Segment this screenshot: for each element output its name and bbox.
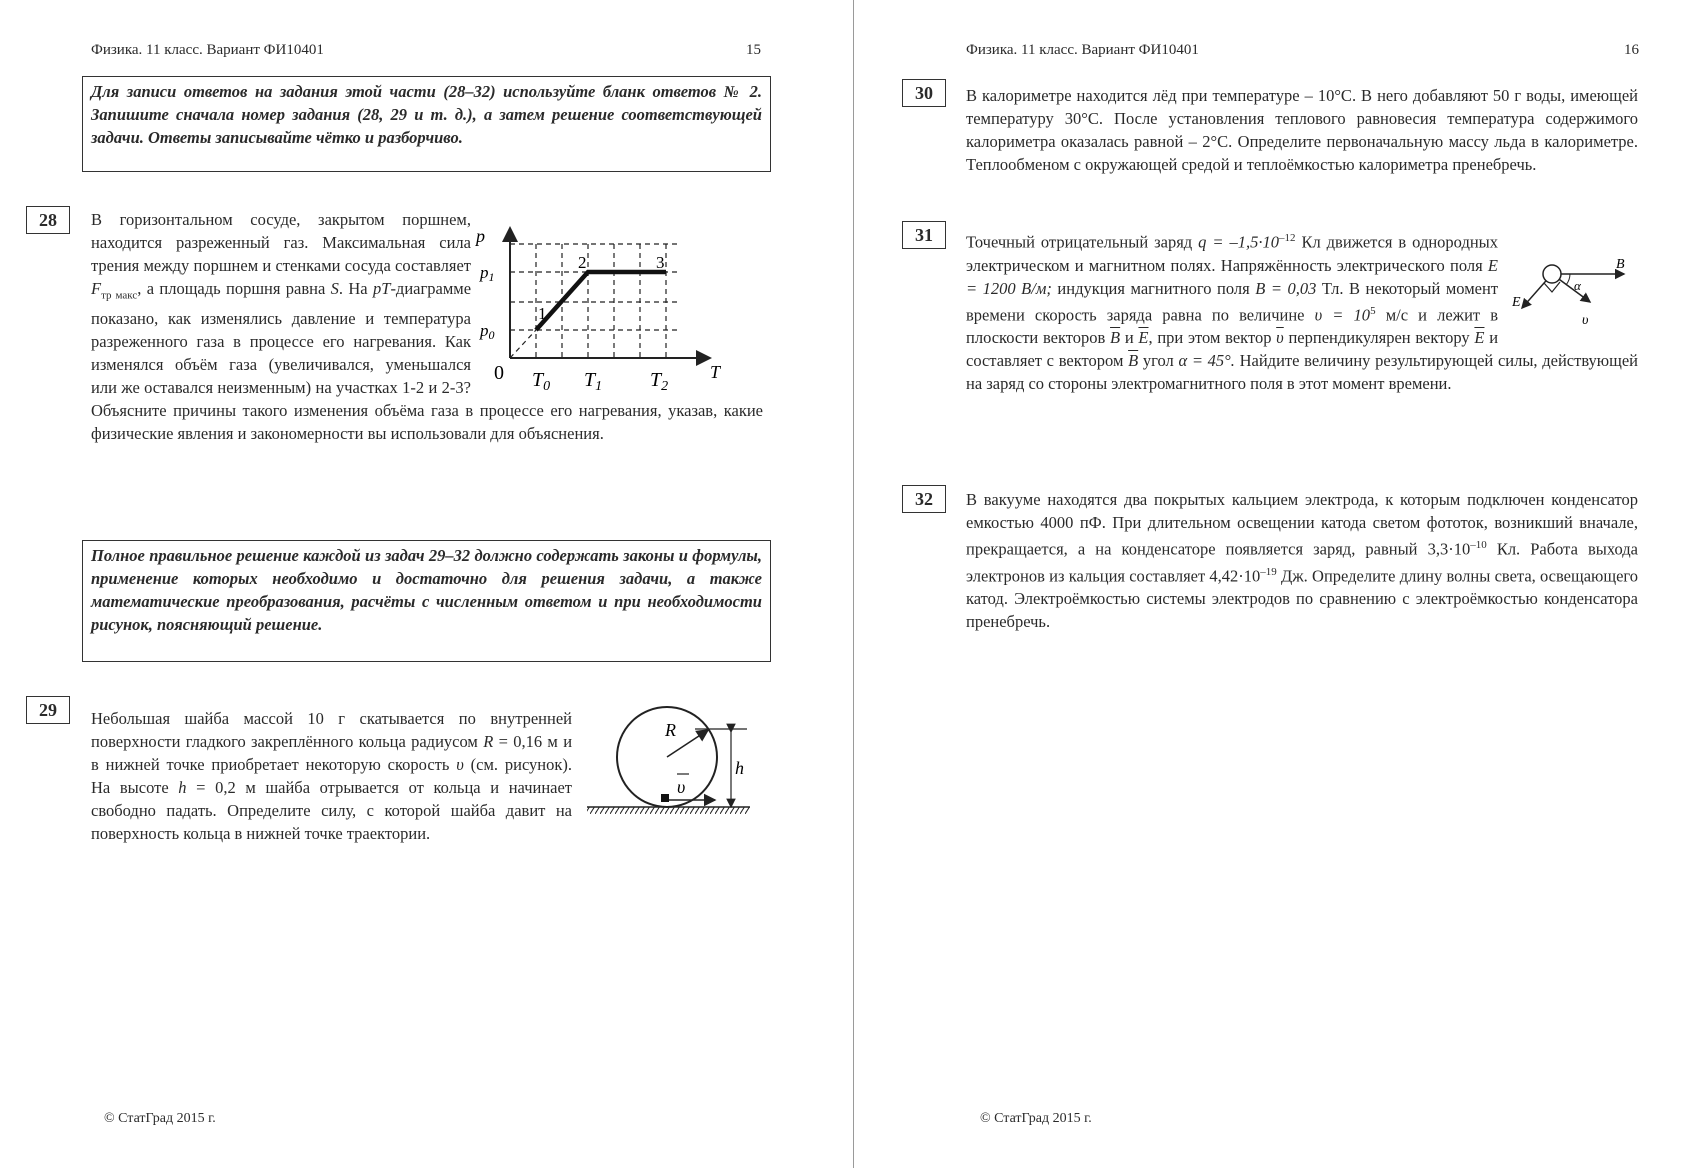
charge-value: q = –1,5·10: [1198, 232, 1279, 252]
task-31-t8: угол: [1142, 351, 1174, 370]
ring-r-label: R: [665, 720, 676, 740]
right-page-footer: © СтатГрад 2015 г.: [980, 1111, 1092, 1126]
fig-alpha-label: α: [1574, 278, 1581, 293]
task-31-t2: индукция магнитного поля: [1057, 278, 1250, 298]
p0-label: p0: [480, 321, 495, 342]
ring-h-label: h: [735, 758, 744, 778]
p-axis-label: p: [476, 226, 485, 246]
pt-diagram: [470, 222, 732, 394]
task-29-text-c: (см. рисунок). На высоте: [91, 755, 573, 797]
speed-value: υ = 10: [1314, 305, 1371, 324]
vector-v: $\overline{\upsilon}$: [1276, 328, 1284, 347]
instruction-answers-text: Для записи ответов на задания этой части (28–32) используйте бланк ответов № 2. Запишите сначала номер задания (28, 29 и т. д.), а затем решение соответствующей задачи. Ответы записывайте чётко и разборчиво.: [91, 82, 762, 147]
floor-hatch: [587, 807, 750, 814]
task-30-number: 30: [902, 79, 946, 107]
task-28-text-d: -диаграмме показано, как изменялись давление и температура разреженного газа в процессе его нагревания. Как изменялся объём газа (увеличивался, уменьшался или же оставался неизменным) на участках 1-2 и 2-3? Объясните причины такого изменения объёма газа в процессе его нагревания, указав, какие физические явления и закономерности вы использовали для объяснения.: [91, 279, 763, 444]
task-31-t7: и составляет с вектором: [966, 328, 1499, 370]
puck: [661, 794, 669, 802]
height-symbol: h: [178, 778, 187, 797]
right-page-header: Физика. 11 класс. Вариант ФИ10401: [966, 42, 1199, 58]
task-31-t1: Точечный отрицательный заряд: [966, 232, 1193, 252]
task-28-text-c: . На: [338, 279, 368, 298]
origin-label: 0: [494, 362, 504, 384]
grid-lines: [510, 244, 680, 358]
task-31-q-unit: Кл движется в однородных электрическом и магнитном полях. Напряжённость электрического поля: [966, 232, 1499, 275]
task-29-text-a: Небольшая шайба массой 10 г скатывается по внутренней поверхности гладкого закреплённого кольца радиусом: [91, 709, 572, 751]
t0-label: $T_0$: [532, 369, 551, 394]
task-31-t5: , при этом вектор: [1148, 328, 1272, 347]
task-32-t2: Кл. Работа выхода электронов из кальция составляет 4,42·10: [966, 539, 1638, 585]
and-word: и: [1124, 328, 1134, 347]
task-32-t1: В вакууме находятся два покрытых кальцием электрода, к которым подключен конденсатор емкостью 4000 пФ. При длительном освещении катода светом фототок, возникший вначале, прекращается, а на конденсаторе появляется заряд, равный 3,3·10: [966, 490, 1638, 559]
t-axis-label: T: [710, 362, 721, 382]
work-exponent: –19: [1260, 565, 1277, 578]
task-28-text-a: В горизонтальном сосуде, закрытом поршнем, находится разреженный газ. Максимальная сила трения между поршнем и стенками сосуда составляет: [91, 210, 471, 275]
task-29-number: 29: [26, 696, 70, 724]
left-page-footer: © СтатГрад 2015 г.: [104, 1111, 216, 1126]
point-3-label: 3: [656, 253, 665, 272]
task-32-t3: Дж. Определите длину волны света, освещающего катод. Электроёмкостью системы электродов по сравнению с электроёмкостью конденсатора пренебречь.: [966, 566, 1638, 631]
task-29-text: [91, 707, 572, 845]
task-30-text: В калориметре находится лёд при температуре – 10°С. В него добавляют 50 г воды, имеющей температуру 30°С. После установления теплового равновесия температура содержимого калориметра оказалась равной – 2°С. Определите первоначальную массу льда в калориметре. Теплообменом с окружающей средой и теплоёмкостью калориметра пренебречь.: [966, 86, 1638, 174]
left-page-header: Физика. 11 класс. Вариант ФИ10401: [91, 42, 324, 58]
charge-vectors-figure: [1512, 248, 1632, 328]
ring-figure: [585, 702, 755, 822]
pt-symbol: pT: [373, 279, 391, 298]
angle-value: α = 45°.: [1178, 351, 1235, 370]
left-page-number: 15: [746, 42, 761, 58]
force-symbol: F: [91, 279, 102, 298]
charge-circle: [1543, 265, 1561, 283]
task-28-number: 28: [26, 206, 70, 234]
vector-b-2: $\overline{B}$: [1128, 351, 1139, 370]
radius-symbol: R: [483, 732, 494, 751]
charge-exponent: –12: [1278, 232, 1296, 244]
area-symbol: S: [330, 279, 339, 298]
process-line: [536, 272, 666, 330]
instruction-box-solution: [82, 540, 771, 662]
fig-b-label: B: [1616, 257, 1625, 272]
ring-v-label: υ: [677, 777, 686, 797]
task-32-number: 32: [902, 485, 946, 513]
right-page-number: 16: [1624, 42, 1639, 58]
task-31-t6: перпендикулярен вектору: [1288, 328, 1470, 347]
instruction-box-answers: [82, 76, 771, 172]
p1-label: p1: [480, 263, 495, 284]
charge-exponent-32: –10: [1470, 539, 1487, 551]
force-subscript: тр макс: [101, 289, 138, 302]
point-2-label: 2: [578, 253, 587, 272]
right-page: [854, 0, 1706, 1168]
task-28-text-b: , а площадь поршня равна: [137, 279, 326, 298]
vector-e-2: $\overline{E}$: [1474, 328, 1485, 347]
t2-label: $T_2$: [650, 369, 669, 394]
vector-b: $\overline{B}$: [1110, 328, 1121, 347]
task-31-t9: Найдите величину результирующей силы, действующей на заряд со стороны электромагнитного поля в этот момент времени.: [966, 351, 1638, 393]
vector-e: $\overline{E}$: [1138, 328, 1149, 347]
task-31-number: 31: [902, 221, 946, 249]
task-31-t3: Тл. В некоторый момент времени скорость заряда равна по величине: [966, 278, 1499, 324]
fig-e-label: E: [1512, 295, 1521, 310]
b-field-value: B = 0,03: [1255, 278, 1317, 298]
t1-label: $T_1$: [584, 369, 603, 394]
instruction-solution-text: Полное правильное решение каждой из задач 29–32 должно содержать законы и формулы, применение которых необходимо и достаточно для решения задачи, а также математические преобразования, расчёты с численным ответом и при необходимости рисунок, поясняющий решение.: [91, 546, 762, 634]
e-field-value: E = 1200 В/м;: [966, 255, 1499, 298]
velocity-symbol: υ: [456, 755, 464, 774]
task-32-text: [966, 488, 1638, 633]
task-29-text-d: = 0,2 м шайба отрывается от кольца и начинает свободно падать. Определите силу, с которой шайба давит на поверхность кольца в нижней точке траектории.: [91, 778, 573, 843]
task-29-text-b: = 0,16 м и в нижней точке приобретает некоторую скорость: [91, 732, 573, 774]
speed-exponent: 5: [1370, 304, 1376, 317]
point-1-label: 1: [538, 304, 547, 323]
task-31-t4: м/с и лежит в плоскости векторов: [966, 305, 1499, 347]
angle-arc: [1566, 274, 1570, 285]
fig-v-label: υ: [1582, 313, 1589, 328]
